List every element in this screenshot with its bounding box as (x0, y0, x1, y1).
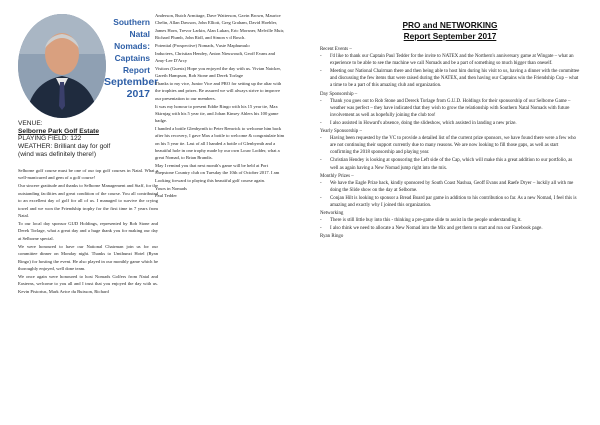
report-column-1 (18, 167, 158, 296)
paragraph: We were honoured to have our National Chairman join us for our committee dinner on Monday night. Thanks to Umthunzi Hotel (Ryan Ringo) for hosting the event. He also played in our monthly game which he thoroughly enjoyed, well done team. (18, 243, 158, 272)
section-heading: Recent Events – (320, 47, 352, 52)
list-item (320, 195, 580, 209)
paragraph: May I remind you that next month's game will be held at Port Shepstone Country club on Tuesday the 10th of October 2017. I am Looking forward to playing this beautiful golf course again. (155, 163, 280, 183)
list-item (320, 135, 580, 156)
paragraph: Inductees, Christian Hendey, Anton Nieuwoudt, Geoff Evans and Amy-Lee D'Arcy (155, 50, 276, 63)
pro-subtitle: Report September 2017 (403, 31, 497, 41)
dash-bullet-icon: - (320, 69, 322, 75)
paragraph: Potential (Prospective) Nomads, Vusie Maphumulo (155, 42, 250, 48)
dash-bullet-icon: - (320, 98, 322, 104)
paragraph: Our sincere gratitude and thanks to Selborne Management and Staff, for the outstanding facilities and great condition of the course. You all contributed to an excellent day of golf for all of us. I managed to survive the crying towel and we won the Friendship trophy for the first time in 7 years from Natal. (18, 183, 158, 219)
title-line-4: Captains (114, 53, 150, 63)
pro-title: PRO and NETWORKING (402, 20, 498, 30)
section-heading: Monthly Prizes – (320, 173, 354, 179)
venue-name: Selborne Park Golf Estate (18, 127, 99, 135)
section-heading: Day Sponsorship – (320, 91, 358, 97)
pro-report-title (300, 20, 600, 42)
portrait-illustration (18, 14, 106, 118)
venue-block (18, 120, 158, 159)
list-item (320, 68, 580, 89)
signoff-name: Ryan Ringo (320, 234, 344, 240)
list-item (320, 98, 580, 119)
playing-field: PLAYING FIELD: 122 (18, 135, 82, 143)
section-heading: Yearly Sponsorship – (320, 129, 362, 135)
paragraph: I handed a bottle Glenbyrnth to Peter Renwick to welcome him back after his recovery, I gave Max a bottle to welcome & congratulate him on his 5 year tie. Last of all I handed a bottle of Glenbyrnth and a beautiful hole in one trophy made by our own Louw Lodder, what a great Nomad, to Brian Brandis. (155, 126, 285, 161)
list-item-text: I also assisted in Howard's absence, doing the slideshow, which assisted in landing a new prize. (330, 120, 517, 126)
venue-label: VENUE: (18, 120, 43, 127)
dash-bullet-icon: - (320, 195, 322, 201)
title-month: September (104, 76, 159, 88)
list-item-text: I'd like to thank our Captain Paul Tedder for the invite to NATEX and the Northern's anniversary game at Wingate – what an experience to be able to see the machine we call Nomads and be a part of something so much bigger than oneself. (330, 54, 574, 67)
title-line-5: Report (123, 65, 150, 75)
signoff-line: Yours in Nomads (155, 185, 187, 191)
paragraph: We once again were honoured to host Nomads Golfers from Natal and Easterns, welcome to you all and I trust that you enjoyed the day with us. Kevin Pistorius, Mark Avice du Buisson, Richard (18, 274, 158, 294)
report-column-2 (155, 12, 285, 200)
paragraph: Thanks to my vice, Junior Vice and PRO for setting up the altar with the trophies and prizes. Be assured we will always strive to improve our presentation to our members. (155, 81, 282, 101)
list-item (320, 225, 580, 232)
weather: WEATHER: Brilliant day for golf (18, 143, 111, 151)
title-line-3: Nomads: (114, 41, 150, 51)
dash-bullet-icon: - (320, 136, 322, 142)
paragraph: It was my honour to present Eddie Ringo with his 15 year tie, Max Skirnjag with his 5 year tie, and Johan Kinsey Ahlers his 100 game badge. (155, 103, 279, 124)
list-item (320, 120, 580, 127)
weather-note: (wind was definitely there!) (18, 150, 97, 158)
list-item-text: Thank you goes out to Rob Stone and Dereck Torlage from G.U.D. Holdings for their sponsorship of our Selborne Game – weather was perfect – they have indicated that they wish to grow the relationship with Southern Natal Nomads with future involvement as well as hopefully joining the club too! (330, 98, 571, 118)
list-item-text: Having been requested by the VC to provide a detailed list of the current prize sponsors, we have found there were a few who are not continuing their support currently due to many reasons. We are now looking to fill those gaps, as well as start confirming the 2018 sponsorship and playing year. (330, 136, 576, 156)
title-line-2: Natal (129, 29, 150, 39)
report-title (104, 16, 159, 100)
list-item-text: Meeting our National Chairman there and then being able to host him during his visit to us, having a dinner with the committee and discussing the few items that were raised during the NATEX, and then having our Captains win the Friendship Cup – what a time to be a part of this amazing club and organization. (330, 69, 580, 89)
section-heading: Networking (320, 211, 344, 217)
paragraph: To our local day sponsor GUD Holdings, represented by Rob Stone and Derek Torlage, what a great day and a huge thank you for making our day at Selborne special. (18, 221, 158, 241)
signoff-name: Paul Tedder (155, 193, 177, 199)
list-item-text: There is still little buy into this - thinking a pre-game slide to assist in the people understanding it. (330, 218, 522, 224)
list-item (320, 180, 580, 194)
dash-bullet-icon: - (320, 226, 322, 232)
dash-bullet-icon: - (320, 120, 322, 126)
list-item (320, 217, 580, 224)
list-item-text: We have the Eagle Prize back, kindly sponsored by South Coast Nashua, Geoff Evans and Raefe Dryer – luckily all with me doing the Slide show on the day at Selborne. (330, 180, 574, 193)
dash-bullet-icon: - (320, 54, 322, 60)
title-year: 2017 (126, 88, 150, 100)
dash-bullet-icon: - (320, 180, 322, 186)
paragraph: Anderson, Butch Armitage, Dave Watterson, Gavin Brown, Maurice Chelin, Allan Dawson, John Elliott, Greg Graham, David Hoebler, James Horn, Trevor Larkin, Alan Lukan, Eric Morsner, Melville Muir, Richard Plumb, John Ridl, and Simon v d Bosch. (155, 13, 285, 40)
dash-bullet-icon: - (320, 218, 322, 224)
list-item-text: Conjan Hilt is looking to sponsor a Bread Board par game in addition to his contribution so far. As a new Nomad, I feel this is amazing and exactly why I joined this organization. (330, 195, 577, 208)
paragraph: Selborne golf course must be one of our top golf courses in Natal. What a well-manicured and gem of a golf course! (18, 168, 158, 181)
list-item (320, 157, 580, 171)
paragraph: Visitors (Guests) Hope you enjoyed the day with us. Vivian Naicker, Gareth Hampson, Rob Stone and Derek Torlage (155, 65, 281, 79)
list-item-text: Christian Hendey is looking at sponsoring the Left side of the Cap, which will make this a great addition to our portfolio, as well as again having a New Nomad jump right into the mix. (330, 158, 573, 171)
title-line-1: Southern (113, 17, 150, 27)
list-item (320, 53, 580, 67)
captain-portrait-photo (18, 14, 106, 118)
list-item-text: I also think we need to allocate a New Nomad into the Mix and get them to start and run our Facebook page. (330, 226, 543, 232)
pro-report-body (320, 46, 580, 240)
dash-bullet-icon: - (320, 158, 322, 164)
